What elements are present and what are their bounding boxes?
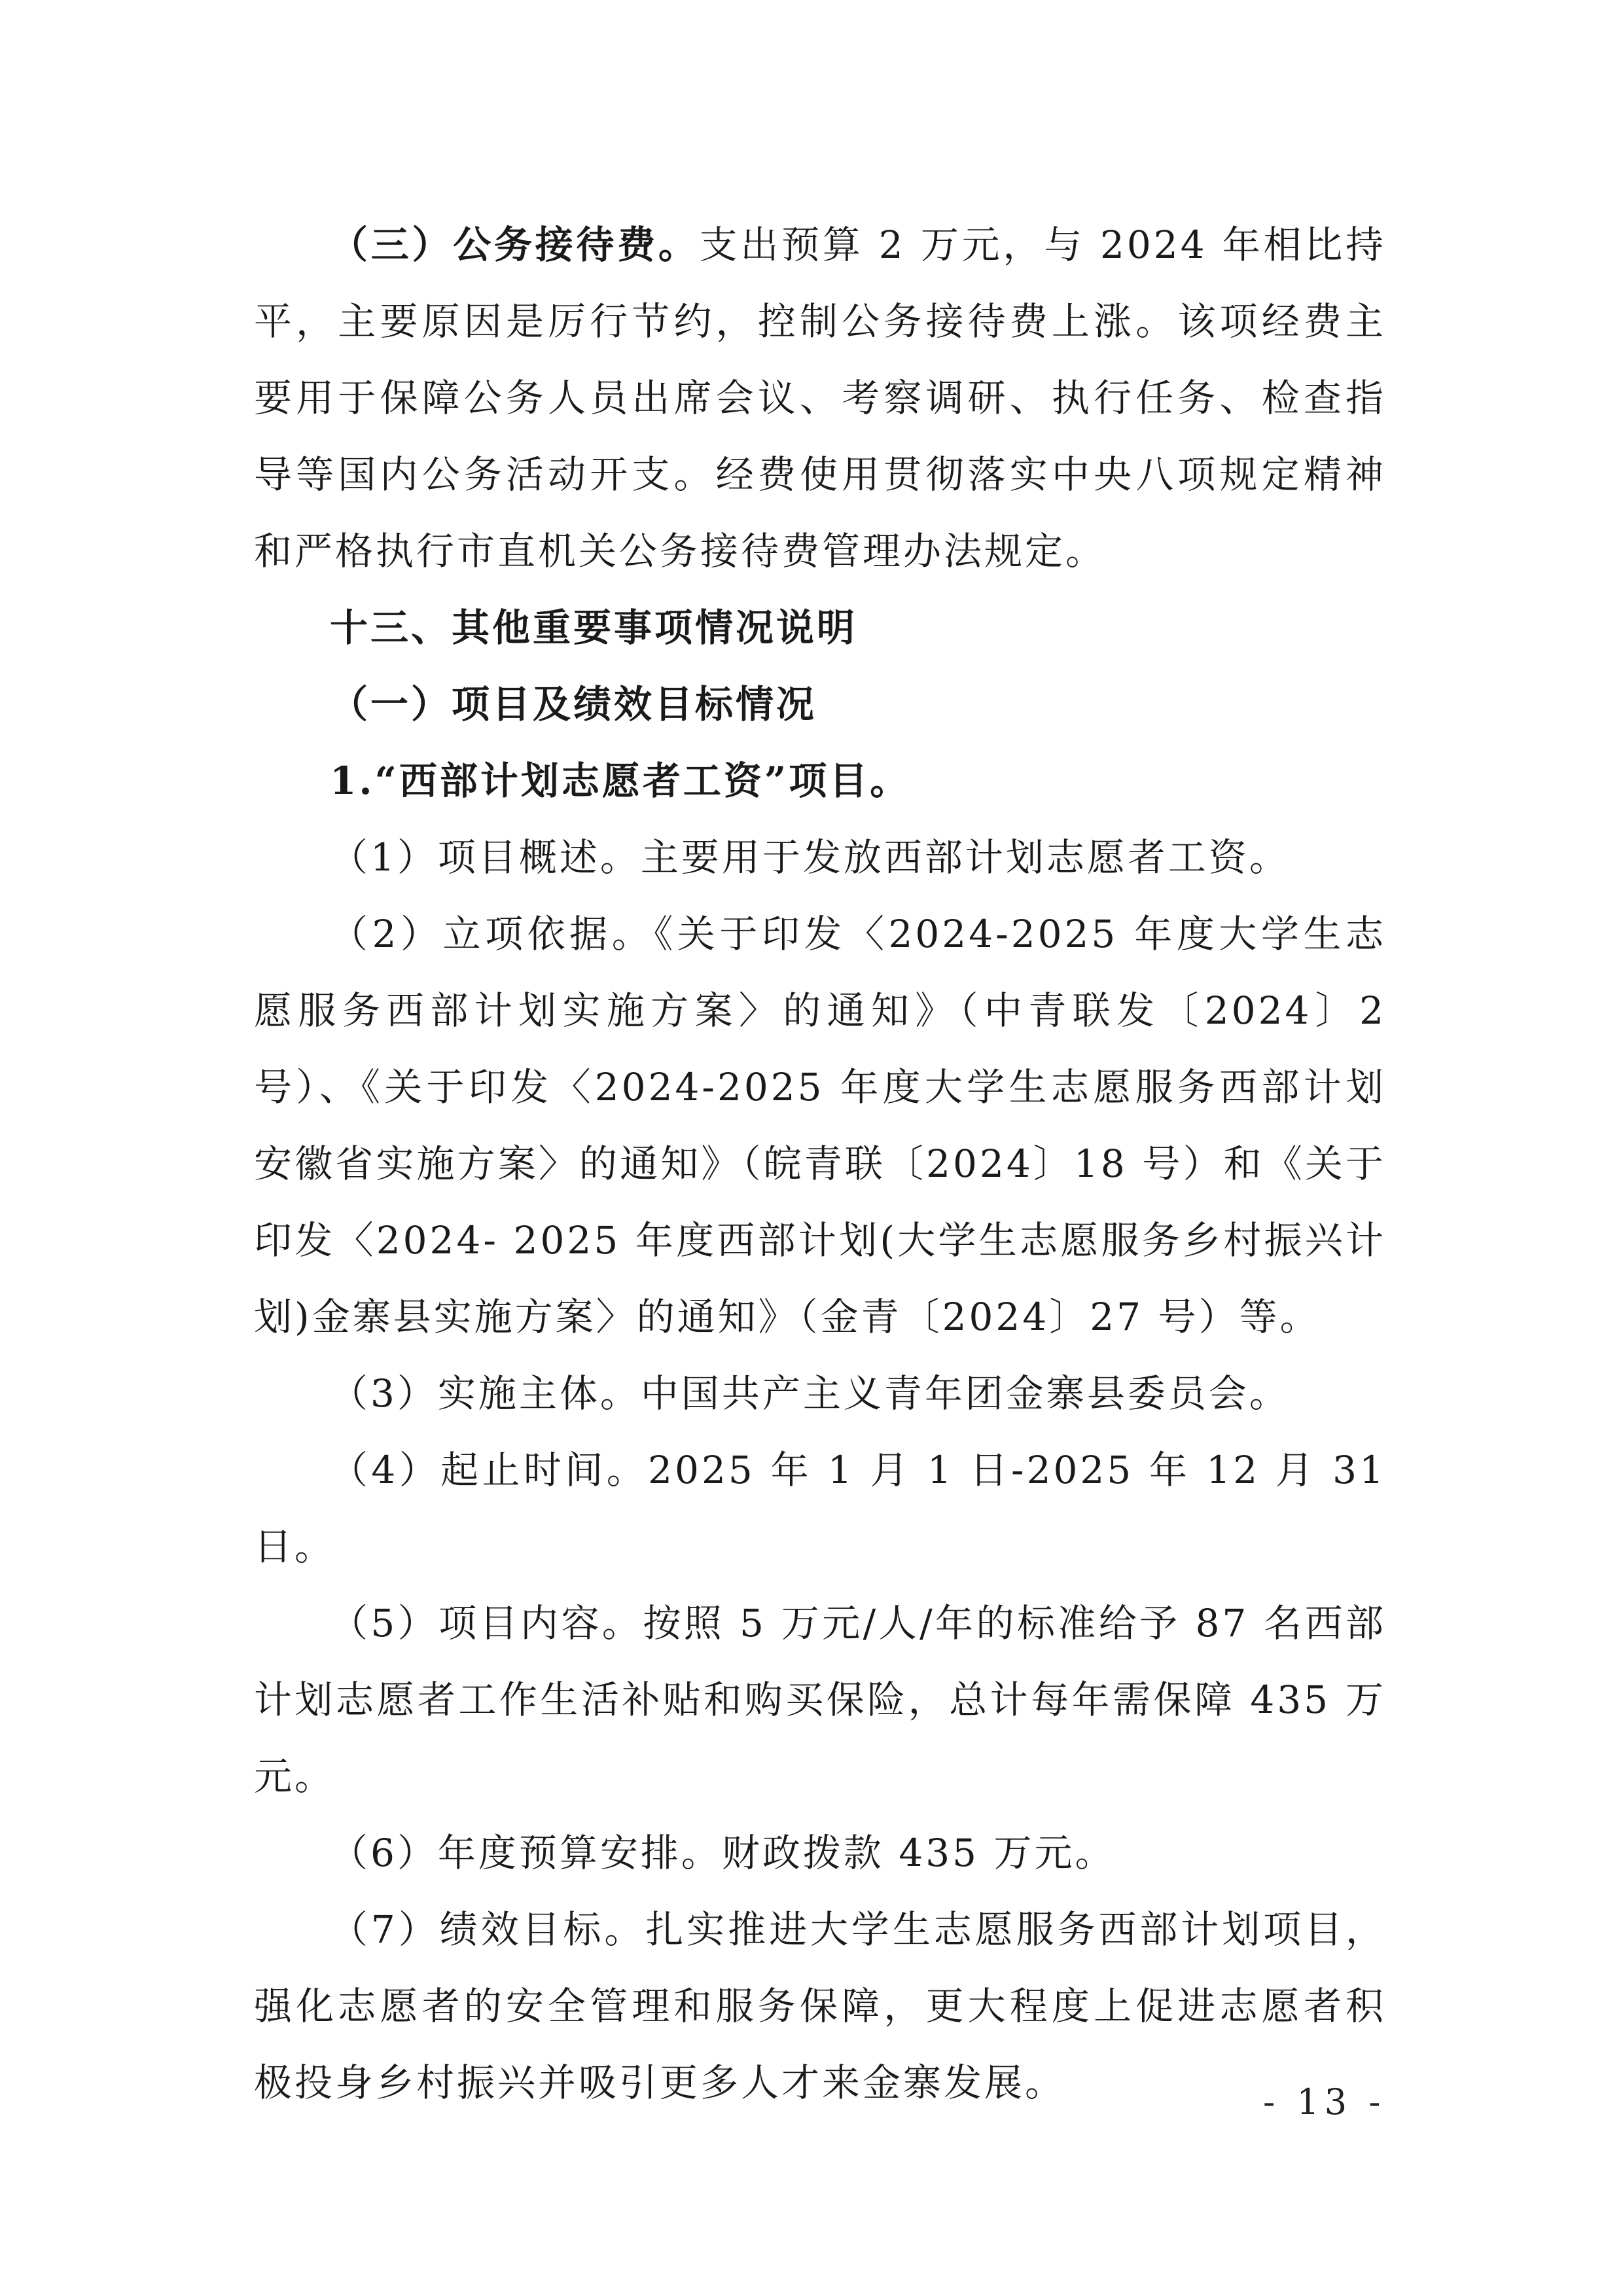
paragraph-text: 支出预算 2 万元，与 2024 年相比持平，主要原因是厉行节约，控制公务接待费上涨。该项经费主要用于保障公务人员出席会议、考察调研、执行任务、检查指导等国内公务活动开支。经费使用贯彻落实中央八项规定精神和严格执行市直机关公务接待费管理办法规定。 — [254, 223, 1386, 573]
paragraph-text: （7）绩效目标。扎实推进大学生志愿服务西部计划项目，强化志愿者的安全管理和服务保障，更大程度上促进志愿者积极投身乡村振兴并吸引更多人才来金寨发展。 — [254, 1907, 1386, 2105]
paragraph-reception-expense — [254, 207, 1386, 590]
item-implementing-body — [254, 1355, 1386, 1432]
paragraph-text: （1）项目概述。主要用于发放西部计划志愿者工资。 — [330, 835, 1290, 880]
subsection-heading-project-performance — [254, 666, 1386, 743]
item-performance-goals — [254, 1892, 1386, 2121]
paragraph-text: （5）项目内容。按照 5 万元/人/年的标准给予 87 名西部计划志愿者工作生活补贴和购买保险，总计每年需保障 435 万元。 — [254, 1601, 1386, 1799]
paragraph-heading: （三）公务接待费。 — [330, 223, 700, 267]
item-basis-for-approval — [254, 896, 1386, 1355]
item-project-overview — [254, 819, 1386, 896]
project-heading-text: 1.“西部计划志愿者工资”项目。 — [330, 759, 911, 803]
item-project-content — [254, 1585, 1386, 1815]
section-heading-other-matters — [254, 590, 1386, 666]
subsection-heading-text: （一）项目及绩效目标情况 — [330, 682, 817, 726]
document-body — [254, 207, 1386, 2121]
paragraph-text: （2）立项依据。《关于印发〈2024-2025 年度大学生志愿服务西部计划实施方案〉的通知》（中青联发〔2024〕2 号）、《关于印发〈2024-2025 年度大学生志愿服务西部计划安徽省实施方案〉的通知》（皖青联〔2024〕18 号）和《关于印发〈2024- 2025 年度西部计划(大学生志愿服务乡村振兴计划)金寨县实施方案〉的通知》（金青〔2024〕27 号）等。 — [254, 912, 1386, 1339]
paragraph-text: （4）起止时间。2025 年 1 月 1 日-2025 年 12 月 31 日。 — [254, 1448, 1386, 1569]
project-heading-western-volunteer-wages — [254, 743, 1386, 819]
item-annual-budget — [254, 1815, 1386, 1892]
item-time-period — [254, 1432, 1386, 1585]
paragraph-text: （3）实施主体。中国共产主义青年团金寨县委员会。 — [330, 1371, 1290, 1416]
section-heading-text: 十三、其他重要事项情况说明 — [330, 605, 858, 650]
page-number: - 13 - — [1263, 2081, 1386, 2123]
paragraph-text: （6）年度预算安排。财政拨款 435 万元。 — [330, 1831, 1116, 1875]
